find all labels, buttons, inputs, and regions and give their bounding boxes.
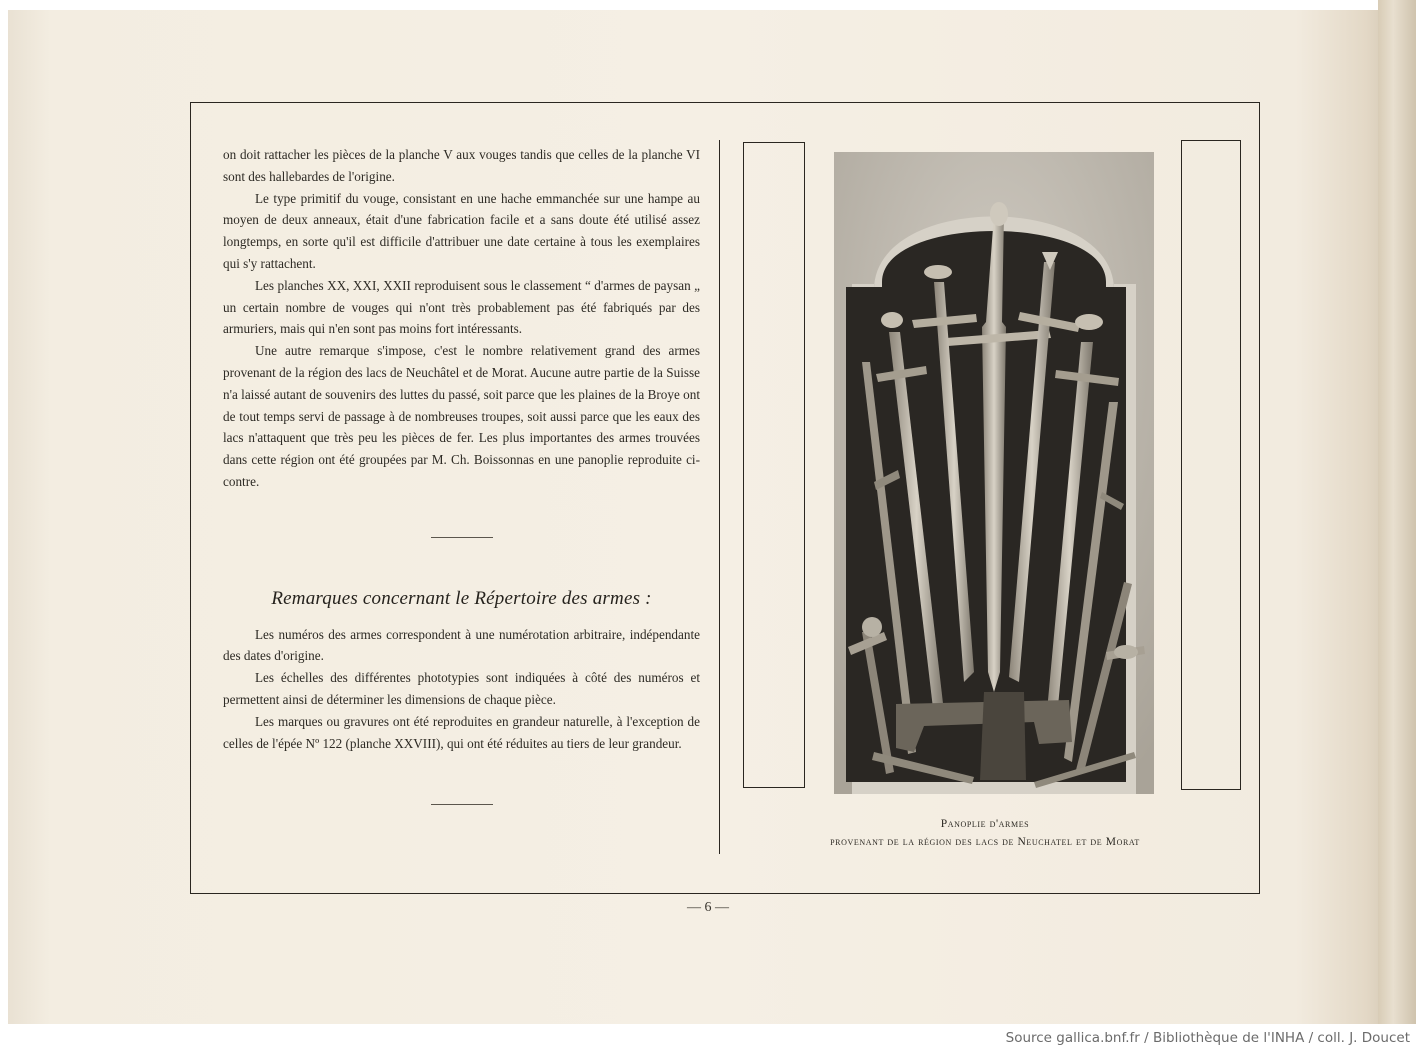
left-text-column: [223, 144, 700, 805]
remark-3: Les marques ou gravures ont été reproduites en grandeur naturelle, à l'exception de celles de l'épée Nº 122 (planche XXVIII), qui ont été réduites au tiers de leur grandeur.: [223, 713, 700, 751]
decorative-panel-right: [1181, 140, 1241, 790]
decorative-panel-left: [743, 142, 805, 788]
remark-2: Les échelles des différentes phototypies sont indiquées à côté des numéros et permettent ainsi de déterminer les dimensions de chaque pièce.: [223, 670, 700, 707]
caption-line-2: provenant de la région des lacs de Neuchatel et de Morat: [830, 836, 1140, 848]
paragraph-3: Les planches XX, XXI, XXII reproduisent sous le classement “ d'armes de paysan „ un certain nombre de vouges qui n'ont très probablement pas été fabriqués par des armuriers, mais qui n'en sont pas moins fort intéressants.: [223, 277, 700, 337]
ornament-rule-bottom: [431, 804, 493, 805]
column-divider: [719, 140, 720, 854]
caption-line-1: Panoplie d'armes: [940, 818, 1030, 830]
paragraph-4: Une autre remarque s'impose, c'est le nombre relativement grand des armes provenant de la région des lacs de Neuchâtel et de Morat. Aucune autre partie de la Suisse n'a laissé autant de souvenirs des luttes du passé, soit parce que les plaines de la Broye ont de tout temps servi de passage à de nombreuses troupes, soit aussi parce que les eaux des lacs n'attaquent que très peu les pièces de fer. Les plus importantes des armes trouvées dans cette région ont été groupées par M. Ch. Boissonnas en une panoplie reproduite ci-contre.: [223, 343, 700, 489]
book-edge: [1378, 0, 1416, 1030]
page-number: — 6 —: [687, 900, 729, 915]
paragraph-2: Le type primitif du vouge, consistant en une hache emmanchée sur une hampe au moyen de deux anneaux, était d'une fabrication facile et a sans doute été utilisé assez longtemps, en sorte qu'il est difficile d'attribuer une date certaine à tous les exemplaires qui s'y rattachent.: [223, 190, 700, 271]
source-credit: Source gallica.bnf.fr / Bibliothèque de l'INHA / coll. J. Doucet: [1005, 1030, 1410, 1046]
plate-caption: [760, 815, 1210, 851]
panoply-photograph: [834, 152, 1154, 794]
section-heading: Remarques concernant le Répertoire des armes :: [271, 587, 652, 609]
remark-1: Les numéros des armes correspondent à une numérotation arbitraire, indépendante des dates d'origine.: [223, 626, 700, 664]
paragraph-1: on doit rattacher les pièces de la planche V aux vouges tandis que celles de la planche VI sont des hallebardes de l'origine.: [223, 147, 700, 184]
ornament-rule-top: [431, 537, 493, 538]
